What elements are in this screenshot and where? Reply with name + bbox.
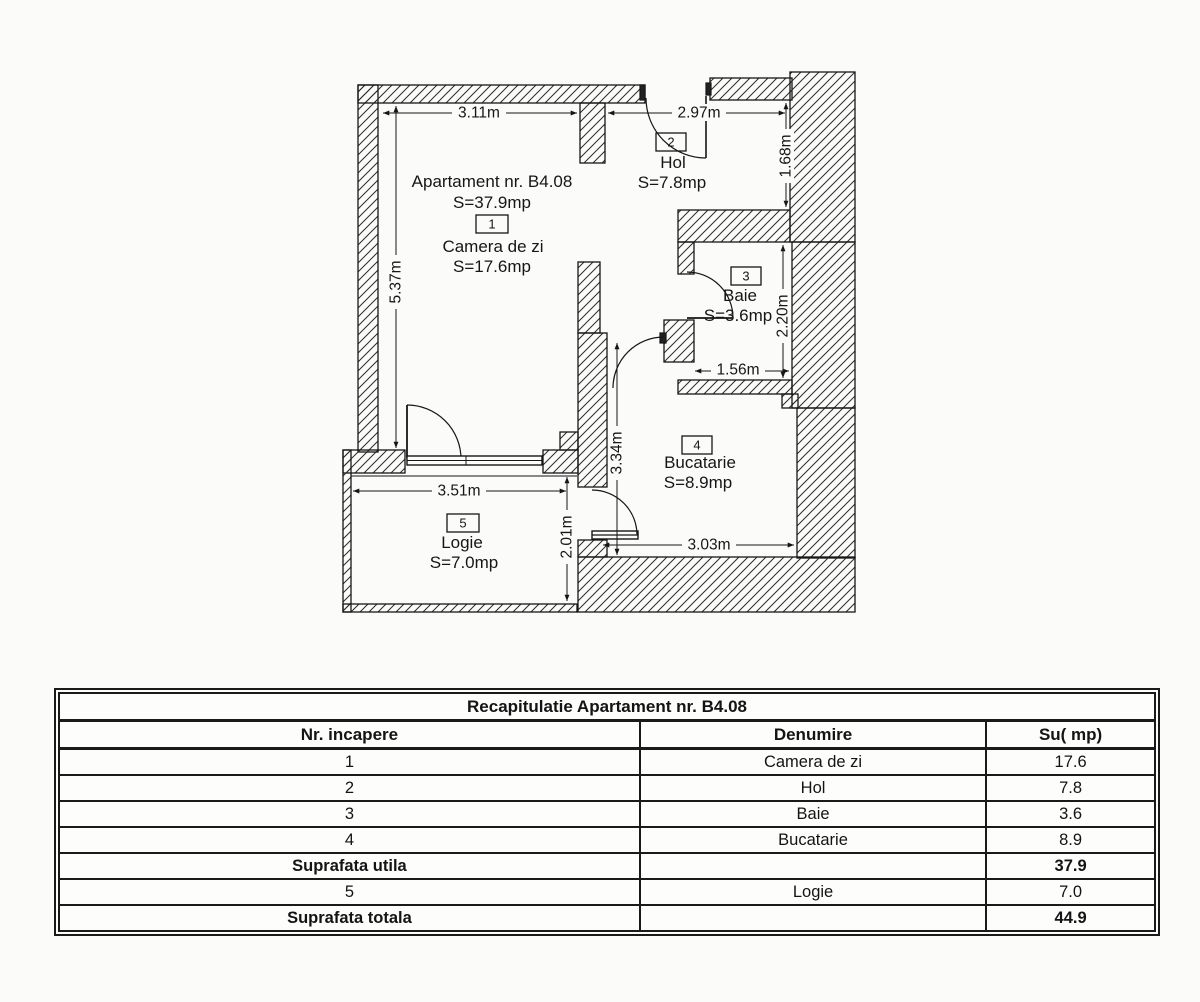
dim-camera-width: 3.11m	[458, 104, 500, 122]
wall-segment	[664, 320, 694, 362]
cell-su: 44.9	[986, 905, 1155, 931]
cell-su: 37.9	[986, 853, 1155, 879]
cell-nr: 1	[59, 749, 640, 776]
wall-segment	[343, 604, 577, 612]
door-jamb	[640, 85, 645, 100]
table-row	[59, 879, 1155, 905]
room-name: Logie	[441, 533, 483, 552]
room-number: 2	[667, 134, 675, 150]
cell-su: 17.6	[986, 749, 1155, 776]
room-area: S=7.8mp	[637, 173, 707, 192]
table-header-row	[59, 721, 1155, 749]
wall-segment	[678, 380, 792, 394]
cell-nr: 5	[59, 879, 640, 905]
col-header-nr: Nr. incapere	[59, 721, 640, 749]
cell-su: 8.9	[986, 827, 1155, 853]
room-area: S=3.6mp	[703, 306, 773, 325]
cell-nr: 4	[59, 827, 640, 853]
wall-segment	[580, 103, 605, 163]
room-name: Hol	[660, 153, 686, 172]
cell-su: 7.8	[986, 775, 1155, 801]
room-area: S=7.0mp	[429, 553, 499, 572]
room-name: Bucatarie	[664, 453, 736, 472]
cell-name: Camera de zi	[640, 749, 986, 776]
cell-name: Hol	[640, 775, 986, 801]
room-label-logie	[430, 514, 499, 572]
room-label-hol	[638, 133, 707, 192]
table-row-suprafata-utila	[59, 853, 1155, 879]
wall-segment	[678, 242, 694, 274]
room-area: S=8.9mp	[663, 473, 733, 492]
wall-segment	[578, 557, 855, 612]
wall-segment	[792, 242, 855, 408]
cell-name: Bucatarie	[640, 827, 986, 853]
apartment-area: S=37.9mp	[453, 193, 531, 212]
room-label-baie	[704, 267, 773, 325]
wall-segment	[710, 78, 792, 100]
door-jamb	[660, 333, 666, 343]
table-row	[59, 827, 1155, 853]
wall-segment	[343, 450, 405, 473]
room-name: Camera de zi	[442, 237, 544, 256]
col-header-su: Su( mp)	[986, 721, 1155, 749]
table-row-suprafata-totala	[59, 905, 1155, 931]
dim-camera-height: 5.37m	[387, 260, 405, 304]
wall-segment	[343, 450, 351, 612]
table-row	[59, 801, 1155, 827]
room-label-bucatarie	[664, 436, 736, 492]
wall-segment	[358, 85, 378, 452]
dim-bucatarie-width: 3.03m	[687, 536, 731, 554]
cell-su: 7.0	[986, 879, 1155, 905]
apartment-title: Apartament nr. B4.08	[411, 172, 573, 191]
room-number: 3	[742, 268, 750, 284]
room-number: 1	[488, 216, 496, 232]
cell-nr: Suprafata utila	[59, 853, 640, 879]
cell-name	[640, 853, 986, 879]
cell-su: 3.6	[986, 801, 1155, 827]
door-swing-arc	[592, 490, 637, 535]
cell-name: Baie	[640, 801, 986, 827]
wall-segment	[790, 72, 855, 242]
cell-nr: 2	[59, 775, 640, 801]
dim-baie-width: 1.56m	[716, 361, 760, 379]
table-title: Recapitulatie Apartament nr. B4.08	[59, 693, 1155, 721]
table-row	[59, 749, 1155, 776]
wall-segment	[578, 540, 607, 557]
col-header-name: Denumire	[640, 721, 986, 749]
dim-hol-width: 2.97m	[677, 104, 721, 122]
dim-hol-height: 1.68m	[777, 134, 795, 178]
door-swing-arc	[613, 337, 664, 388]
table-title-row	[59, 693, 1155, 721]
dim-logie-width: 3.51m	[437, 482, 481, 500]
door-swing-arc	[407, 405, 461, 459]
dim-corridor-height: 3.34m	[608, 431, 626, 475]
room-number: 4	[693, 437, 701, 453]
wall-segment	[678, 210, 790, 242]
recap-table	[54, 688, 1160, 936]
dim-logie-height: 2.01m	[558, 515, 576, 559]
room-area: S=17.6mp	[453, 257, 531, 276]
cell-nr: Suprafata totala	[59, 905, 640, 931]
wall-segment	[578, 333, 607, 487]
room-number: 5	[459, 515, 467, 531]
wall-segment	[543, 450, 578, 473]
wall-segment	[578, 262, 600, 333]
cell-nr: 3	[59, 801, 640, 827]
cell-name: Logie	[640, 879, 986, 905]
table-row	[59, 775, 1155, 801]
wall-segment	[797, 408, 855, 558]
door-jamb	[706, 83, 711, 95]
wall-segment	[358, 85, 645, 103]
cell-name	[640, 905, 986, 931]
wall-segment	[560, 432, 578, 450]
room-name: Baie	[722, 286, 758, 305]
dim-baie-height: 2.20m	[774, 294, 792, 338]
room-label-camera-de-zi	[442, 215, 543, 276]
